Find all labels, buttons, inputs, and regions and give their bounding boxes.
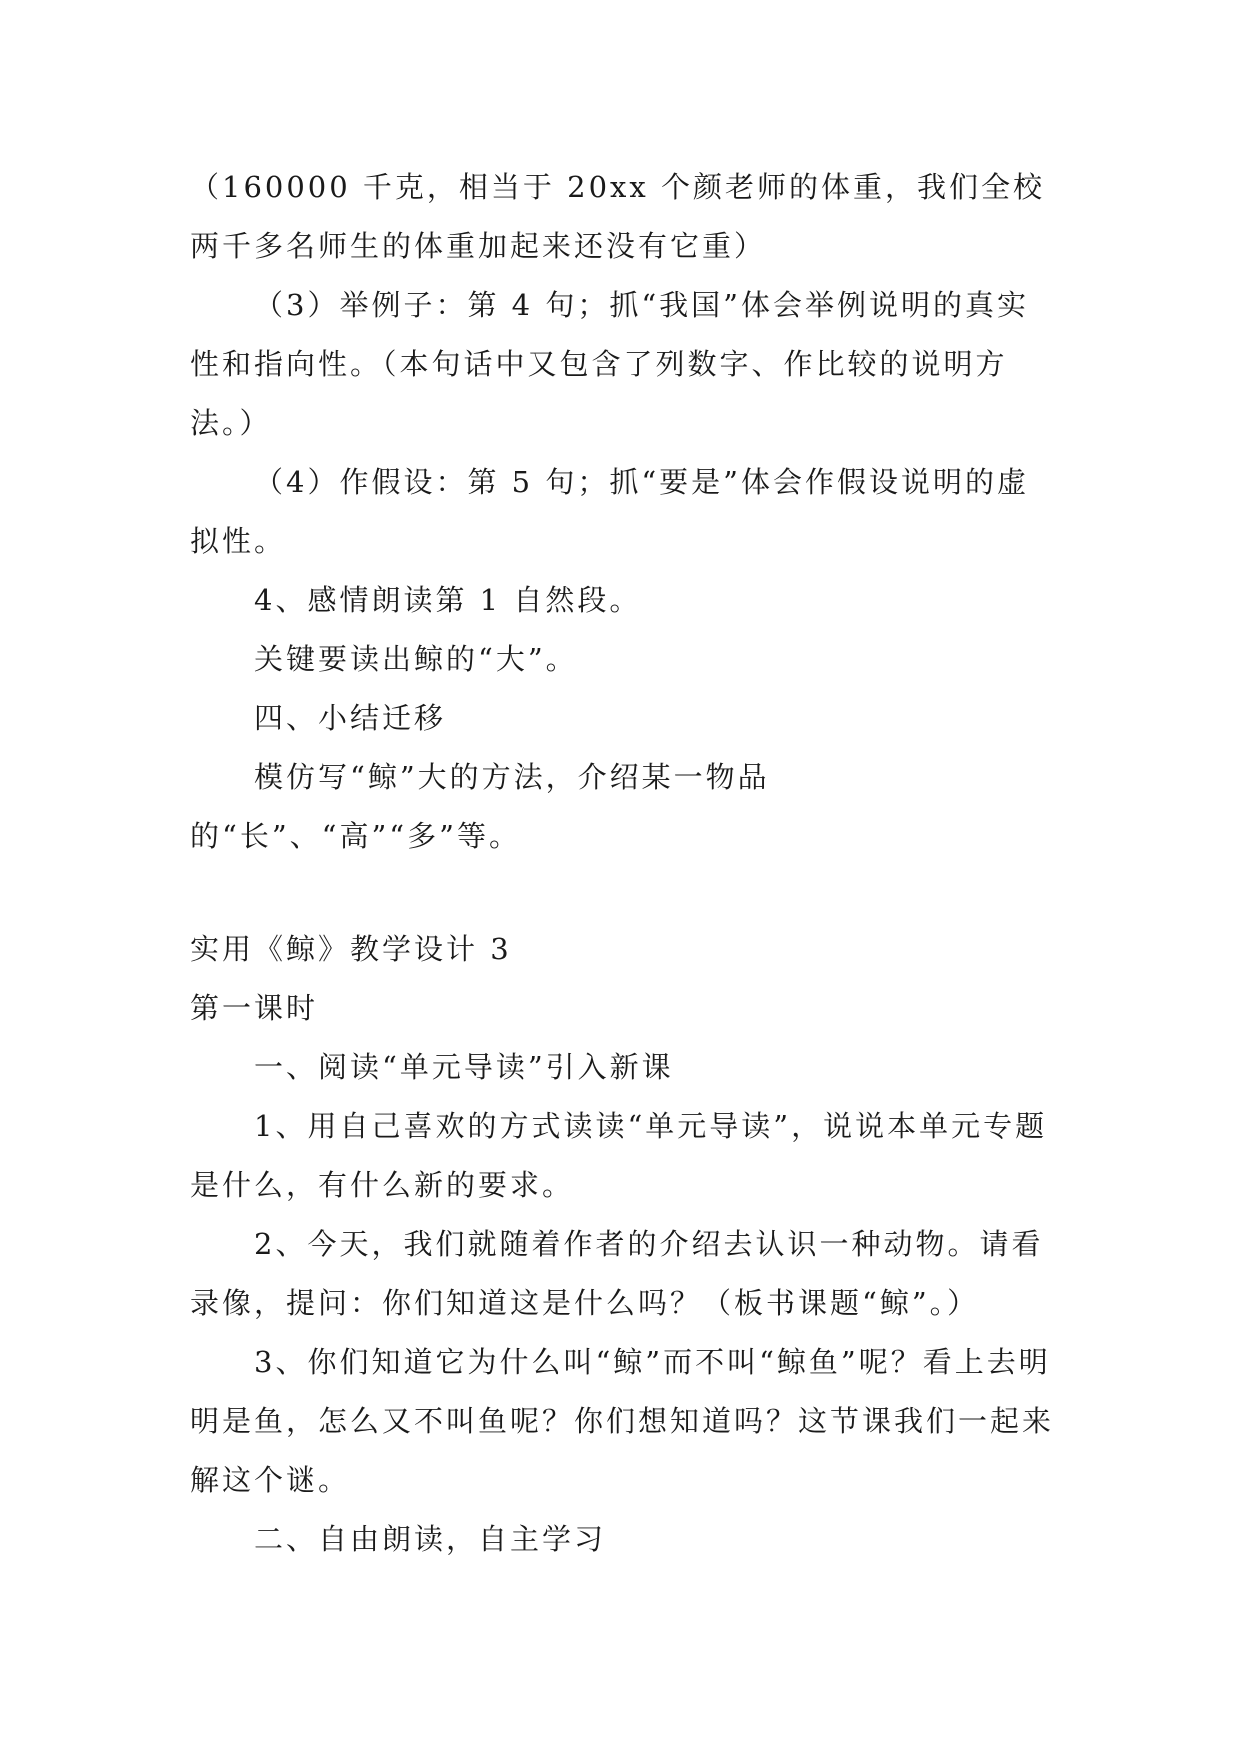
paragraph-watch-video: 2、今天，我们就随着作者的介绍去认识一种动物。请看录像，提问：你们知道这是什么吗？（板书课题“鲸”。） bbox=[190, 1227, 1044, 1320]
paragraph-key-reading: 关键要读出鲸的“大”。 bbox=[254, 642, 578, 676]
document-page bbox=[190, 158, 1060, 1569]
paragraph-hypothesis-method: （4）作假设：第 5 句；抓“要是”体会作假设说明的虚拟性。 bbox=[190, 465, 1029, 558]
paragraph-weight-comparison: （160000 千克，相当于 20xx 个颜老师的体重，我们全校两千多名师生的体重加起来还没有它重） bbox=[190, 170, 1045, 263]
heading-free-reading: 二、自由朗读，自主学习 bbox=[254, 1522, 607, 1556]
heading-unit-guide: 一、阅读“单元导读”引入新课 bbox=[254, 1050, 674, 1084]
section-gap bbox=[190, 866, 1060, 920]
lesson-label: 第一课时 bbox=[190, 991, 319, 1025]
paragraph-imitation-writing: 模仿写“鲸”大的方法，介绍某一物品的“长”、“高”“多”等。 bbox=[190, 760, 770, 853]
paragraph-why-whale: 3、你们知道它为什么叫“鲸”而不叫“鲸鱼”呢？看上去明明是鱼，怎么又不叫鱼呢？你们想知道吗？这节课我们一起来解这个谜。 bbox=[190, 1345, 1055, 1497]
paragraph-emotional-reading: 4、感情朗读第 1 自然段。 bbox=[254, 583, 642, 617]
heading-summary-transfer: 四、小结迁移 bbox=[254, 701, 447, 735]
paragraph-read-guide: 1、用自己喜欢的方式读读“单元导读”，说说本单元专题是什么，有什么新的要求。 bbox=[190, 1109, 1048, 1202]
paragraph-example-method: （3）举例子：第 4 句；抓“我国”体会举例说明的真实性和指向性。（本句话中又包含了列数字、作比较的说明方法。） bbox=[190, 288, 1029, 440]
section-title: 实用《鲸》教学设计 3 bbox=[190, 932, 512, 966]
